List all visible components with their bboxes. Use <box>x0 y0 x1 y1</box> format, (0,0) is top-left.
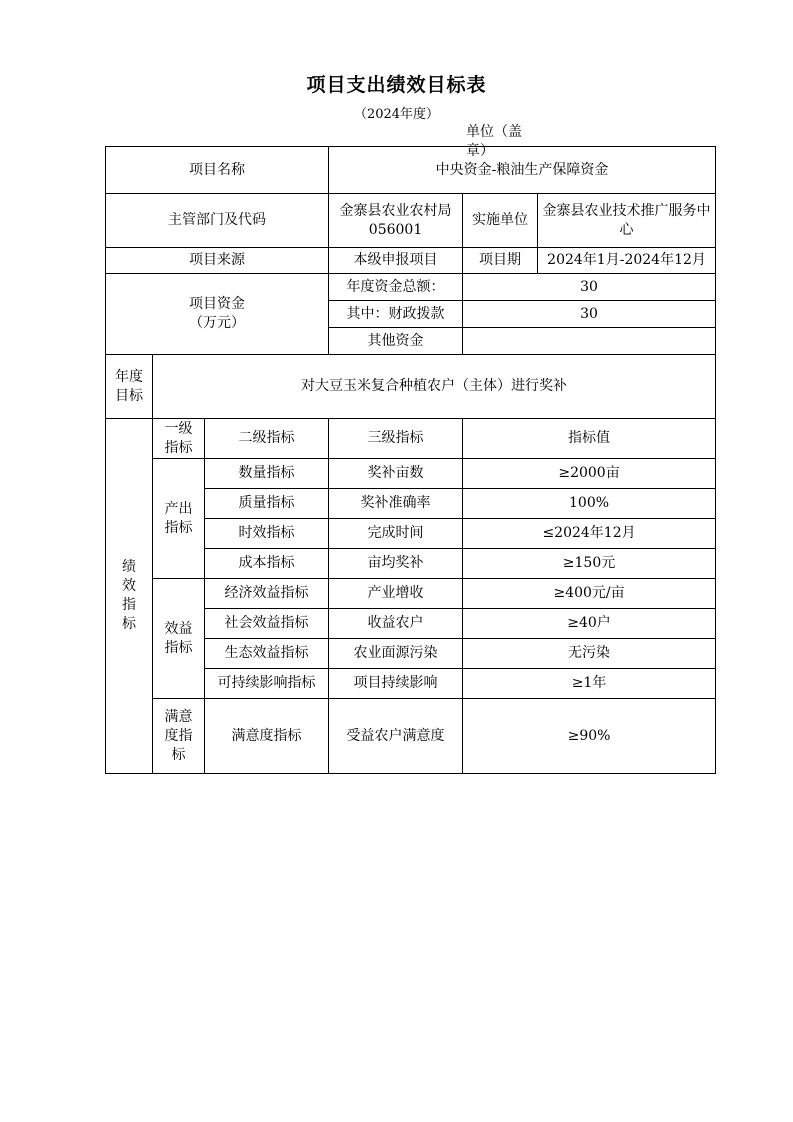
benefit-level2: 经济效益指标 <box>205 579 329 609</box>
output-level2: 成本指标 <box>205 549 329 579</box>
header-level3: 三级指标 <box>329 419 463 459</box>
total-value: 30 <box>463 274 716 301</box>
satisfaction-level3: 受益农户满意度 <box>329 699 463 774</box>
benefit-level3: 农业面源污染 <box>329 639 463 669</box>
benefit-level3: 收益农户 <box>329 609 463 639</box>
header-level1-text: 一级指标 <box>164 420 193 456</box>
other-value <box>463 328 716 355</box>
source-label: 项目来源 <box>106 248 329 274</box>
satisfaction-label-text: 满意度指标 <box>164 708 193 763</box>
page-title: 项目支出绩效目标表 <box>306 74 487 96</box>
fiscal-label: 其中：财政拨款 <box>329 301 463 328</box>
output-level3: 亩均奖补 <box>329 549 463 579</box>
header-value: 指标值 <box>463 419 716 459</box>
satisfaction-level2: 满意度指标 <box>205 699 329 774</box>
benefit-level2: 可持续影响指标 <box>205 669 329 699</box>
funds-label <box>106 274 329 355</box>
output-value: 100% <box>463 489 716 519</box>
unit-label: 单位（盖章） <box>466 124 522 159</box>
project-name-label: 项目名称 <box>106 147 329 194</box>
performance-table <box>105 146 716 774</box>
satisfaction-value: ≥90% <box>463 699 716 774</box>
goal-label <box>106 355 153 419</box>
output-level3: 奖补亩数 <box>329 459 463 489</box>
fiscal-value: 30 <box>463 301 716 328</box>
other-label: 其他资金 <box>329 328 463 355</box>
dept-value: 金寨县农业农村局056001 <box>329 194 463 248</box>
period-label: 项目期 <box>463 248 538 274</box>
output-label-text: 产出指标 <box>164 500 193 536</box>
output-level3: 奖补准确率 <box>329 489 463 519</box>
source-value: 本级申报项目 <box>329 248 463 274</box>
output-value: ≥2000亩 <box>463 459 716 489</box>
funds-label-text: 项目资金（万元） <box>189 296 245 331</box>
benefit-level3: 项目持续影响 <box>329 669 463 699</box>
benefit-value: ≥1年 <box>463 669 716 699</box>
period-value: 2024年1月-2024年12月 <box>538 248 716 274</box>
year-label: （2024年度） <box>353 107 440 122</box>
perf-label <box>106 419 153 774</box>
benefit-label-text: 效益指标 <box>164 620 193 656</box>
satisfaction-label <box>153 699 205 774</box>
header-level1 <box>153 419 205 459</box>
impl-value: 金寨县农业技术推广服务中心 <box>538 194 716 248</box>
output-level2: 质量指标 <box>205 489 329 519</box>
benefit-level2: 生态效益指标 <box>205 639 329 669</box>
header-level2: 二级指标 <box>205 419 329 459</box>
goal-text: 对大豆玉米复合种植农户（主体）进行奖补 <box>153 355 716 419</box>
output-value: ≥150元 <box>463 549 716 579</box>
benefit-label <box>153 579 205 699</box>
output-level2: 时效指标 <box>205 519 329 549</box>
impl-label: 实施单位 <box>463 194 538 248</box>
output-value: ≤2024年12月 <box>463 519 716 549</box>
project-name-value: 中央资金-粮油生产保障资金 <box>329 147 716 194</box>
output-level3: 完成时间 <box>329 519 463 549</box>
benefit-level2: 社会效益指标 <box>205 609 329 639</box>
output-label <box>153 459 205 579</box>
benefit-value: 无污染 <box>463 639 716 669</box>
total-label: 年度资金总额： <box>329 274 463 301</box>
benefit-value: ≥40户 <box>463 609 716 639</box>
perf-label-text: 绩效指标 <box>122 559 136 632</box>
benefit-value: ≥400元/亩 <box>463 579 716 609</box>
goal-label-text: 年度目标 <box>115 368 143 404</box>
benefit-level3: 产业增收 <box>329 579 463 609</box>
dept-label: 主管部门及代码 <box>106 194 329 248</box>
output-level2: 数量指标 <box>205 459 329 489</box>
